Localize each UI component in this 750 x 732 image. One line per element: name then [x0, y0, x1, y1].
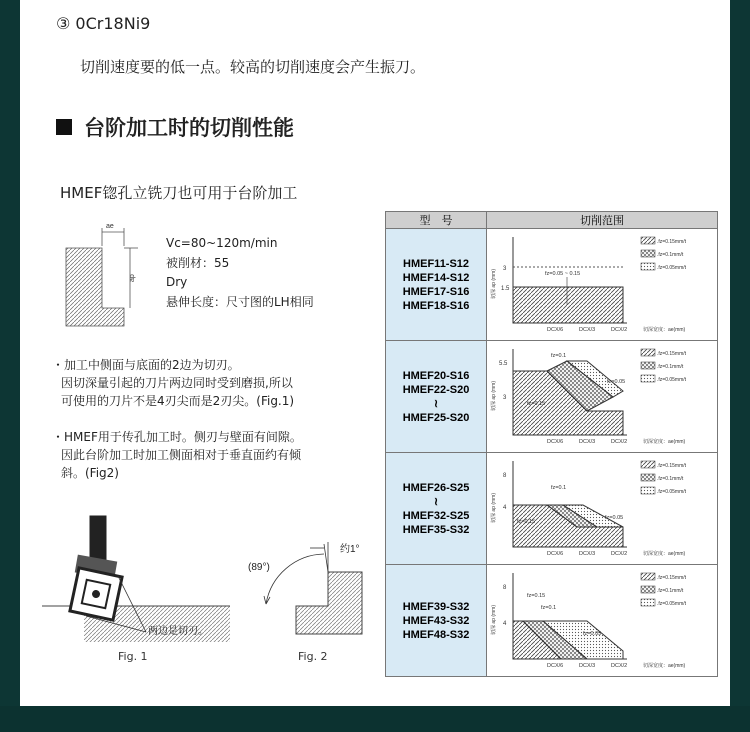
cutting-range-table — [385, 211, 718, 677]
legend-item: .fz=0.05mm/t — [657, 489, 687, 495]
note-line: ・HMEF用于传孔加工时。侧刃与壁面有间隙。 — [52, 430, 302, 444]
x-tick: DCX/2 — [611, 663, 628, 669]
range-graph — [487, 229, 718, 341]
legend-item: .fz=0.1mm/t — [657, 588, 684, 594]
annotation: fz=0.15 — [527, 401, 546, 407]
ap-label: ap — [129, 274, 136, 282]
x-label: 切深宽度：ae(mm) — [643, 327, 686, 333]
model-name: HMEF18-S16 — [402, 299, 470, 312]
y-tick: 1.5 — [501, 286, 510, 292]
table-row — [386, 565, 718, 677]
legend-item: .fz=0.05mm/t — [657, 377, 687, 383]
param-line: Dry — [166, 275, 188, 289]
annotation: fz=0.1 — [551, 353, 567, 359]
y-tick: 8 — [503, 585, 507, 591]
model-name: HMEF35-S32 — [402, 523, 470, 536]
x-tick: DCX/6 — [547, 551, 564, 557]
y-label: 切深 ap (mm) — [491, 380, 498, 411]
notes — [52, 356, 302, 482]
legend-item: .fz=0.15mm/t — [657, 351, 687, 357]
x-tick: DCX/3 — [579, 439, 596, 445]
range-chart-3 — [487, 453, 715, 559]
fig2-drawing — [244, 538, 364, 638]
model-name: HMEF14-S12 — [402, 271, 470, 284]
note-line: 因切深量引起的刀片两边同时受到磨损,所以 — [61, 376, 293, 390]
x-tick: DCX/6 — [547, 663, 564, 669]
param-line: 被削材：55 — [166, 255, 230, 270]
x-tick: DCX/3 — [579, 663, 596, 669]
y-tick: 4 — [503, 621, 507, 627]
x-label: 切深宽度：ae(mm) — [643, 439, 686, 445]
model-name: HMEF43-S32 — [402, 614, 470, 627]
annotation: fz=0.1 — [541, 605, 557, 611]
range-graph — [487, 453, 718, 565]
model-cell — [386, 229, 487, 341]
y-label: 切深 ap (mm) — [491, 604, 498, 635]
x-tick: DCX/6 — [547, 327, 564, 333]
annotation: fz=0.05 — [605, 515, 624, 521]
legend-item: .fz=0.15mm/t — [657, 239, 687, 245]
legend-item: .fz=0.1mm/t — [657, 252, 684, 258]
annotation: fz=0.15 — [517, 519, 536, 525]
x-tick: DCX/3 — [579, 551, 596, 557]
y-tick: 3 — [503, 395, 507, 401]
model-name: HMEF20-S16 — [402, 369, 470, 382]
fig2-label: Fig. 2 — [298, 650, 328, 663]
legend-item: .fz=0.1mm/t — [657, 476, 684, 482]
range-graph — [487, 565, 718, 677]
legend-item: .fz=0.15mm/t — [657, 575, 687, 581]
x-tick: DCX/2 — [611, 551, 628, 557]
y-tick: 4 — [503, 505, 507, 511]
model-name: HMEF25-S20 — [402, 411, 470, 424]
range-chart-4 — [487, 565, 715, 671]
range-graph — [487, 341, 718, 453]
note-line: 可使用的刀片不是4刃尖而是2刃尖。(Fig.1) — [61, 394, 295, 408]
annotation: fz=0.05 — [583, 631, 602, 637]
background-left — [0, 0, 20, 732]
fig1-callout: 两边是切刃。 — [148, 626, 208, 637]
annotation: fz=0.05 ~ 0.15 — [545, 271, 581, 277]
model-name: HMEF22-S20 — [402, 383, 470, 396]
param-line: Vc=80~120m/min — [166, 236, 278, 250]
model-cell — [386, 341, 487, 453]
annotation: fz=0.05 — [607, 379, 626, 385]
bottom-band — [0, 706, 750, 732]
annotation: fz=0.15 — [527, 593, 546, 599]
model-name: ≀ — [433, 495, 439, 508]
background-right — [730, 0, 750, 732]
y-tick: 8 — [503, 473, 507, 479]
material-heading: ③ 0Cr18Ni9 — [56, 14, 151, 33]
fig1-drawing — [40, 512, 230, 642]
x-tick: DCX/3 — [579, 327, 596, 333]
y-label: 切深 ap (mm) — [491, 492, 498, 523]
section-title — [56, 112, 294, 142]
note-line: 斜。(Fig2) — [61, 466, 119, 480]
table-row — [386, 229, 718, 341]
y-tick: 5.5 — [499, 361, 508, 367]
intro-text: 切削速度要的低一点。较高的切削速度会产生振刀。 — [80, 58, 426, 76]
x-tick: DCX/6 — [547, 439, 564, 445]
model-name: HMEF32-S25 — [402, 509, 470, 522]
model-name: HMEF39-S32 — [402, 600, 470, 613]
col-model: 型 号 — [386, 212, 487, 229]
cutting-params — [166, 234, 314, 312]
ae-label: ae — [106, 223, 114, 230]
x-tick: DCX/2 — [611, 327, 628, 333]
model-name: HMEF48-S32 — [402, 628, 470, 641]
table-row — [386, 453, 718, 565]
range-chart-1 — [487, 229, 715, 335]
model-name: HMEF17-S16 — [402, 285, 470, 298]
square-bullet-icon — [56, 119, 72, 135]
range-chart-2 — [487, 341, 715, 447]
model-cell — [386, 453, 487, 565]
param-line: 悬伸长度：尺寸图的LH相同 — [166, 294, 314, 309]
model-name: HMEF11-S12 — [403, 257, 470, 270]
legend-item: .fz=0.05mm/t — [657, 601, 687, 607]
section-title-text: 台阶加工时的切削性能 — [84, 116, 294, 140]
legend-item: .fz=0.15mm/t — [657, 463, 687, 469]
model-name: HMEF26-S25 — [402, 481, 470, 494]
model-name: ≀ — [433, 397, 439, 410]
legend-item: .fz=0.1mm/t — [657, 364, 684, 370]
subtitle: HMEF锪孔立铣刀也可用于台阶加工 — [60, 184, 298, 202]
y-tick: 3 — [503, 266, 507, 272]
x-tick: DCX/2 — [611, 439, 628, 445]
note-line: ・加工中侧面与底面的2边为切刃。 — [52, 358, 240, 372]
step-diagram — [58, 218, 138, 328]
fig1-label: Fig. 1 — [118, 650, 148, 663]
note-line: 因此台阶加工时加工侧面相对于垂直面约有倾 — [61, 448, 302, 462]
table-row — [386, 341, 718, 453]
x-label: 切深宽度：ae(mm) — [643, 551, 686, 557]
annotation: fz=0.1 — [551, 485, 567, 491]
fig2-angle: (89°) — [248, 562, 270, 573]
col-range: 切削范围 — [487, 212, 718, 229]
x-label: 切深宽度：ae(mm) — [643, 663, 686, 669]
y-label: 切深 ap (mm) — [491, 268, 498, 299]
legend-item: .fz=0.05mm/t — [657, 265, 687, 271]
model-cell — [386, 565, 487, 677]
fig2-about: 约1° — [340, 544, 360, 555]
